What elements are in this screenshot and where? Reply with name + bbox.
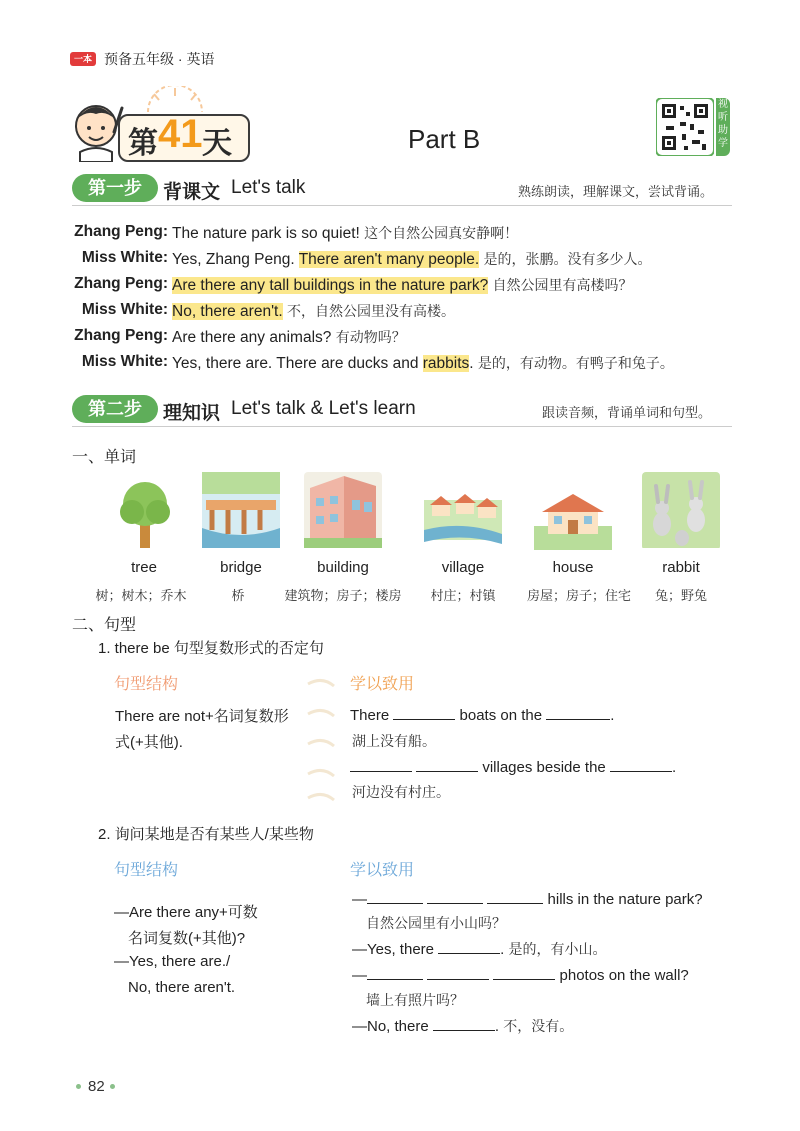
exercise-text: boats on the [459,707,543,724]
dialogue-highlight: There aren't many people. [298,251,480,268]
step1-note: 熟练朗读，理解课文，尝试背诵。 [518,185,714,200]
dialogue-chinese: 是的，有动物。有鸭子和兔子。 [477,356,674,372]
house-icon [534,490,612,566]
dialogue-chinese: 有动物吗？ [335,330,406,346]
word-english: rabbit [662,559,700,576]
pattern1-struct-label: 句型结构 [114,676,179,693]
dialogue-english: Yes, there are. There are ducks and [172,355,423,372]
words-heading: 一、单词 [72,449,137,466]
qr-label: 视听助学 [716,98,730,156]
answer-blank[interactable] [546,705,610,720]
pattern1-exercise2-cn: 河边没有村庄。 [352,785,450,801]
pattern1-exercise1-cn: 湖上没有船。 [352,734,436,750]
brand-logo: 一本 [70,52,96,66]
word-english: village [441,559,485,576]
exercise-text: photos on the wall? [559,967,689,984]
dialogue-speaker: Zhang Peng: [74,223,168,240]
pattern2-struct-line: —Yes, there are./ [114,953,231,970]
dialogue-chinese: 自然公园里有高楼吗？ [492,278,633,294]
exercise-text: . [500,941,505,958]
exercise-cn: 不，没有。 [503,1019,574,1035]
dialogue-chinese: 这个自然公园真安静啊！ [364,226,519,242]
dialogue-speaker: Miss White: [81,353,168,370]
exercise-text: — [352,967,367,984]
dialogue-highlight: rabbits [422,355,470,372]
answer-blank[interactable] [427,889,483,904]
answer-blank[interactable] [433,1016,495,1031]
answer-blank[interactable] [487,889,543,904]
word-chinese: 桥 [231,589,245,604]
step1-divider [72,205,732,206]
pattern1-exercise1 [350,705,614,724]
pattern2-title: 2. 询问某地是否有某些人/某些物 [98,826,314,843]
day-number: 41 [158,112,203,156]
dialogue-line [0,327,800,351]
part-title: Part B [408,124,481,154]
exercise-text: —No, there [352,1018,429,1035]
dialogue-speaker: Miss White: [81,301,168,318]
word-english: house [552,559,594,576]
answer-blank[interactable] [393,705,455,720]
day-suffix: 天 [202,127,232,160]
pattern2-exercise3-cn: 墙上有照片吗？ [366,993,464,1009]
sun-rays-icon [140,86,210,114]
dialogue-english-tail: . [469,355,478,372]
qr-code-icon[interactable] [656,98,714,156]
building-icon [304,472,382,548]
bridge-icon [202,472,280,548]
pattern1-struct-line: 式(+其他). [115,734,183,751]
answer-blank[interactable] [367,965,423,980]
exercise-text: villages beside the [482,759,606,776]
day-prefix: 第 [128,127,158,160]
exercise-cn: 是的，有小山。 [508,942,607,958]
pattern2-exercise1-cn: 自然公园里有小山吗？ [366,916,506,932]
step2-divider [72,426,732,427]
dialogue-line [0,301,800,325]
step2-pill: 第二步 [72,395,158,423]
rabbit-icon [642,472,720,548]
pattern1-struct-line: There are not+名词复数形 [115,708,289,725]
patterns-heading: 二、句型 [72,617,137,634]
pattern1-use-label: 学以致用 [350,676,415,693]
word-chinese: 村庄；村镇 [430,589,496,604]
page-number: 82 [88,1078,105,1095]
page-dot-right [110,1084,115,1089]
pattern1-title: 1. there be 句型复数形式的否定句 [98,640,324,657]
answer-blank[interactable] [350,757,412,772]
step1-title: 背课文 [163,182,221,203]
exercise-text: hills in the nature park? [547,891,703,908]
answer-blank[interactable] [610,757,672,772]
exercise-text: . [494,1018,500,1035]
dialogue-speaker: Miss White: [81,249,168,266]
dialogue-speaker: Zhang Peng: [74,327,168,344]
word-chinese: 树；树木；乔木 [95,589,187,604]
pattern2-struct-line: 名词复数(+其他)? [128,930,246,947]
answer-blank[interactable] [427,965,489,980]
dialogue-highlight: No, there aren't. [172,303,283,320]
word-english: tree [131,559,157,576]
dialogue-highlight: Are there any tall buildings in the nature park? [172,277,489,294]
step1-pill: 第一步 [72,174,158,202]
decorative-arcs-icon [306,676,336,802]
exercise-text: —Yes, there [352,941,434,958]
boy-mascot-icon [66,96,126,162]
dialogue-line [0,353,800,377]
dialogue-line [0,275,800,299]
pattern2-use-label: 学以致用 [350,862,415,879]
word-chinese: 房屋；房子；住宅 [526,589,631,604]
exercise-text: . [610,707,615,724]
pattern2-exercise2 [352,939,607,959]
answer-blank[interactable] [367,889,423,904]
answer-blank[interactable] [416,757,478,772]
exercise-text: There [350,707,390,724]
dialogue-line [0,249,800,273]
pattern2-exercise3 [352,965,689,984]
dialogue-line [0,223,800,247]
word-english: building [317,559,369,576]
pattern2-struct-label: 句型结构 [114,862,179,879]
step2-note: 跟读音频，背诵单词和句型。 [542,406,712,421]
step1-subtitle: Let's talk [231,177,306,198]
dialogue-speaker: Zhang Peng: [74,275,168,292]
dialogue-chinese: 是的，张鹏。没有多少人。 [483,252,652,268]
header-title: 预备五年级 · 英语 [104,51,215,67]
pattern2-struct-line: No, there aren't. [128,979,236,996]
tree-icon [106,474,184,550]
pattern2-exercise4 [352,1016,573,1036]
word-chinese: 兔；野兔 [654,589,707,604]
dialogue-english: The nature park is so quiet! [172,225,365,242]
exercise-text: — [352,891,367,908]
dialogue-english: Yes, Zhang Peng. [172,251,299,268]
page-dot-left [76,1084,81,1089]
pattern1-exercise2 [350,757,676,776]
step2-subtitle: Let's talk & Let's learn [231,398,416,419]
word-english: bridge [220,559,262,576]
answer-blank[interactable] [493,965,555,980]
pattern2-struct-line: —Are there any+可数 [114,904,258,921]
village-icon [424,490,502,566]
dialogue-english: Are there any animals? [172,329,336,346]
word-chinese: 建筑物；房子；楼房 [284,589,402,604]
step2-title: 理知识 [163,403,221,424]
exercise-text: . [671,759,677,776]
pattern2-exercise1 [352,889,703,908]
answer-blank[interactable] [438,939,500,954]
dialogue-chinese: 不，自然公园里没有高楼。 [286,304,455,320]
